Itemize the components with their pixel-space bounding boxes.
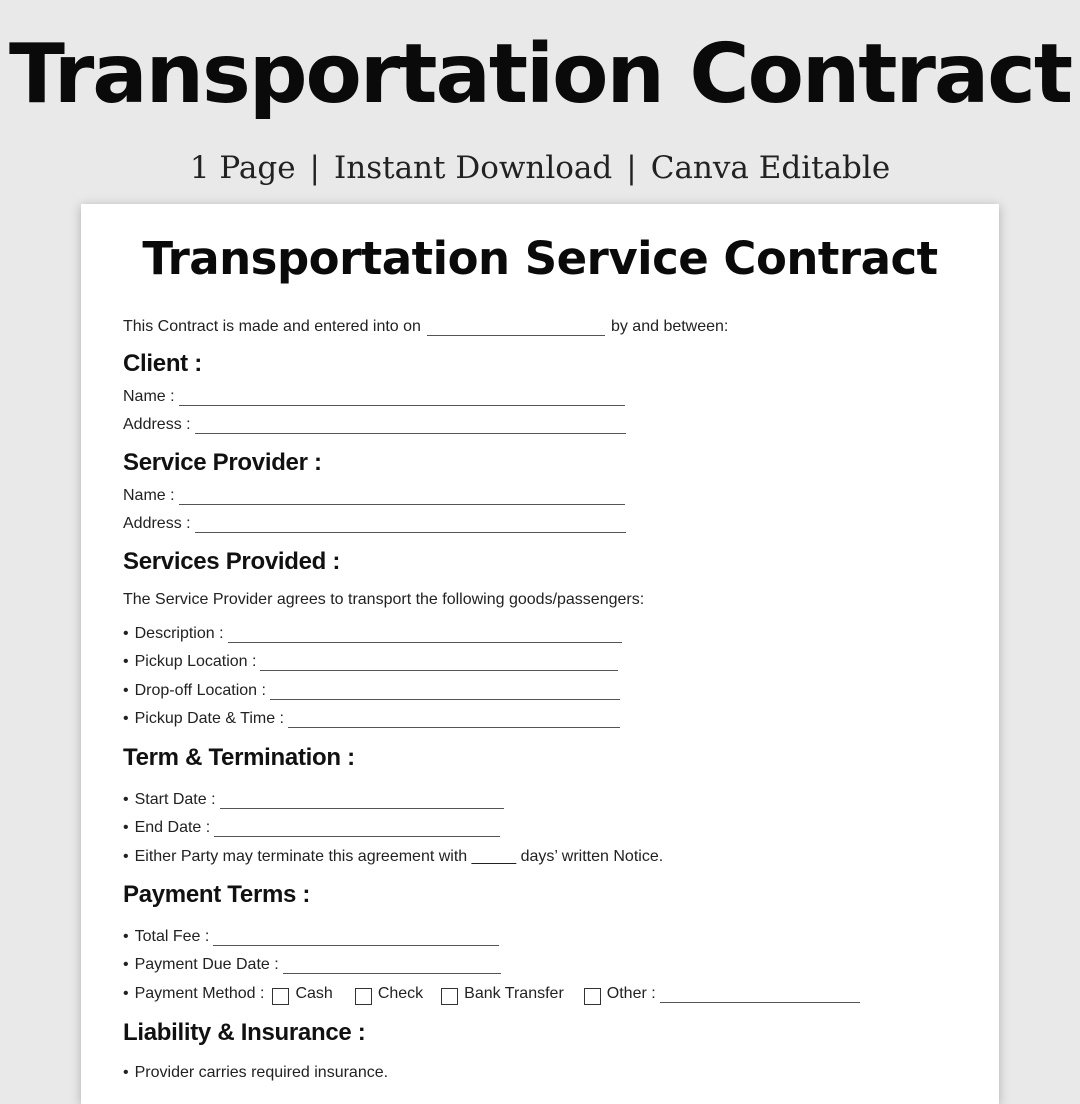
service-item-pickup [123,653,618,671]
pickup-location-label: • Pickup Location : [123,653,256,671]
subtitle-separator: | [626,150,637,186]
services-heading: Services Provided : [123,548,341,575]
banner-title: Transportation Contract [8,27,1072,122]
intro-text-start: This Contract is made and entered into on [123,318,421,335]
service-item-pickup-time [123,710,620,728]
notice-text-start: • Either Party may terminate this agreement with [123,848,467,866]
provider-heading: Service Provider : [123,449,322,476]
contract-sheet [81,204,999,1104]
cash-label: Cash [295,985,333,1002]
due-date-row [123,956,501,974]
end-date-field[interactable] [214,822,500,837]
provider-address-field[interactable] [195,518,626,533]
subtitle-pages: 1 Page [189,150,296,186]
dropoff-location-label: • Drop-off Location : [123,682,266,700]
start-date-field[interactable] [220,794,504,809]
client-address-field[interactable] [195,419,626,434]
contract-date-field[interactable] [427,321,605,336]
client-heading: Client : [123,350,202,377]
pickup-datetime-label: • Pickup Date & Time : [123,710,284,728]
other-method-field[interactable] [660,988,860,1003]
notice-days-blank[interactable]: _____ [471,848,517,865]
client-address-label: Address : [123,416,191,433]
insurance-text: • Provider carries required insurance. [123,1064,388,1082]
start-date-row [123,791,504,809]
check-label: Check [377,985,424,1002]
liability-heading: Liability & Insurance : [123,1019,366,1046]
total-fee-label: • Total Fee : [123,928,209,946]
due-date-label: • Payment Due Date : [123,956,279,974]
provider-address-row [123,515,626,533]
subtitle-separator: | [309,150,320,186]
client-name-field[interactable] [179,391,625,406]
bank-transfer-label: Bank Transfer [464,985,564,1002]
payment-method-label: • Payment Method : [123,985,264,1003]
client-address-row [123,416,626,434]
termination-notice-row [123,848,663,866]
client-name-row [123,388,625,406]
total-fee-field[interactable] [213,931,499,946]
cash-checkbox[interactable] [272,988,289,1005]
services-intro-text: The Service Provider agrees to transport the following goods/passengers: [123,591,645,608]
due-date-field[interactable] [283,959,501,974]
total-fee-row [123,928,499,946]
intro-text-end: by and between: [610,318,729,335]
description-label: • Description : [123,625,224,643]
liability-item [123,1064,388,1082]
service-item-dropoff [123,682,620,700]
service-item-description [123,625,622,643]
description-field[interactable] [228,628,622,643]
notice-text-end: days’ written Notice. [520,848,664,865]
provider-name-row [123,487,625,505]
term-heading: Term & Termination : [123,744,355,771]
bank-transfer-checkbox[interactable] [441,988,458,1005]
dropoff-location-field[interactable] [270,685,620,700]
provider-address-label: Address : [123,515,191,532]
other-checkbox[interactable] [584,988,601,1005]
end-date-row [123,819,500,837]
pickup-datetime-field[interactable] [288,713,620,728]
document-title: Transportation Service Contract [142,232,938,285]
provider-name-label: Name : [123,487,175,504]
end-date-label: • End Date : [123,819,210,837]
banner-subtitle [0,150,1080,186]
client-name-label: Name : [123,388,175,405]
payment-method-row [123,985,860,1003]
subtitle-download: Instant Download [334,150,613,186]
start-date-label: • Start Date : [123,791,216,809]
other-label: Other : [606,985,656,1002]
subtitle-editable: Canva Editable [650,150,891,186]
pickup-location-field[interactable] [260,656,618,671]
intro-line [123,318,728,336]
payment-heading: Payment Terms : [123,881,311,908]
provider-name-field[interactable] [179,490,625,505]
check-checkbox[interactable] [355,988,372,1005]
services-intro [123,591,644,609]
